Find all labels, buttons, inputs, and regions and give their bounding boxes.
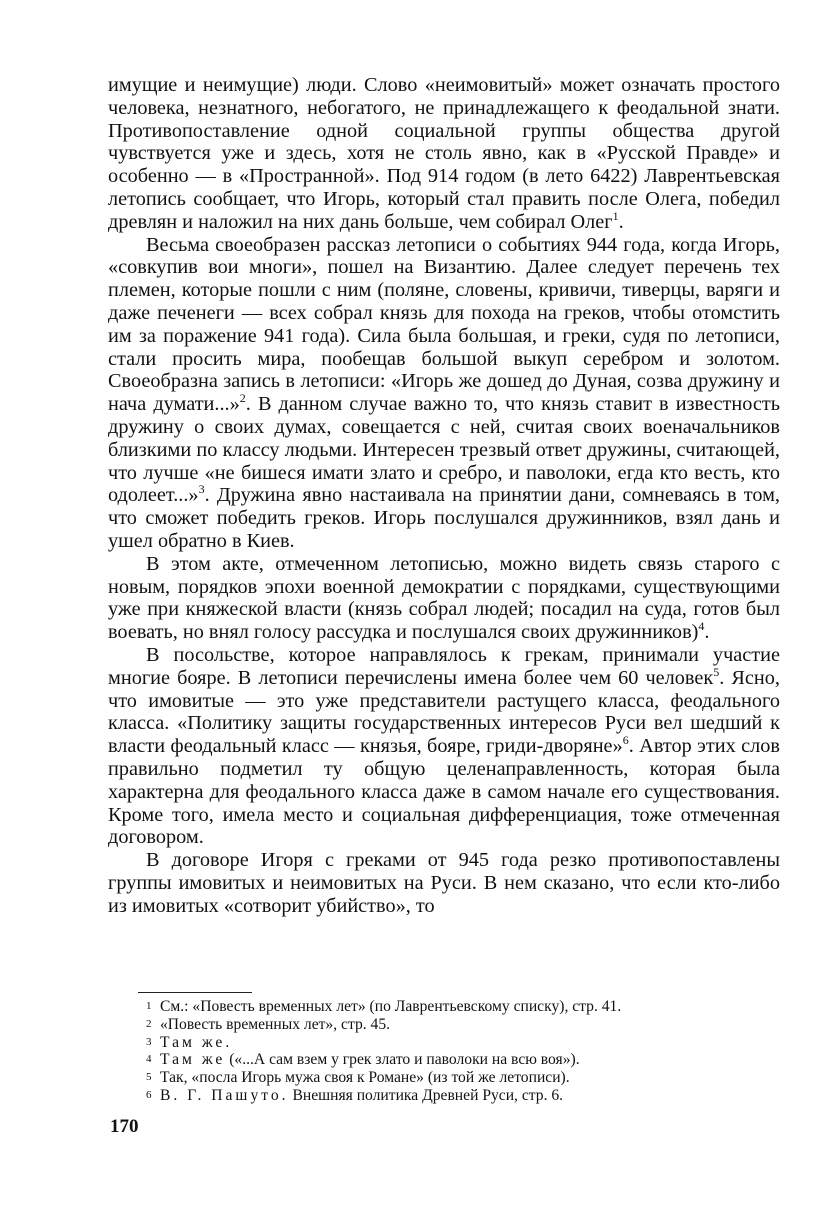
footnote — [146, 1069, 780, 1087]
footnote — [146, 1034, 780, 1052]
footnote-divider — [138, 992, 252, 993]
paragraph-text: В договоре Игоря с греками от 945 года резко противопоставлены группы имовитых и неимовитых на Руси. В нем сказано, что если кто-либо из имовитых «сотворит убийство», то — [108, 849, 780, 917]
footnote-ref: 1 — [612, 209, 619, 224]
footnote-text: Внешняя политика Древней Руси, стр. 6. — [288, 1086, 564, 1104]
paragraph-text: . В данном случае важно то, что князь ставит в известность дружину о своих думах, совещается с ней, считая своих военачальников близкими по классу людьми. Интересен трезвый ответ дружины, считающей, что лучше «не бишеся имати злато и сребро, и паволоки, егда кто весть, кто одолеет...» — [108, 393, 780, 507]
paragraph-text: В этом акте, отмеченном летописью, можно видеть связь старого с новым, порядков эпохи военной демократии с порядками, существующими уже при княжеской власти (князь собрал людей; посадил на суда, готов был воевать, но внял голосу рассудка и послушался своих дружинников) — [108, 552, 780, 644]
footnote-ref: 4 — [698, 619, 705, 634]
footnote-number: 2 — [146, 1017, 152, 1030]
footnote-text: Так, «посла Игорь мужа своя к Романе» (из той же летописи). — [160, 1069, 570, 1087]
paragraph-text: . Ясно, что имовитые — это уже представители растущего класса, феодального класса. «Политику защиты государственных интересов Руси вел шедший к власти феодальный класс — князья, бояре, гриди-дворяне» — [108, 666, 780, 758]
footnote-spaced-text: Там же. — [160, 1033, 233, 1051]
paragraph — [108, 644, 780, 849]
footnote-ref: 2 — [239, 391, 246, 406]
paragraph — [108, 553, 780, 644]
paragraph-text: . Автор этих слов правильно подметил ту общую целенаправленность, которая была характерна для феодального класса даже в самом начале его существования. Кроме того, имела место и социальная дифференциация, тоже отмеченная договором. — [108, 735, 780, 849]
footnote-number: 5 — [146, 1071, 152, 1084]
footnote-number: 6 — [146, 1088, 152, 1101]
paragraph-text: В посольстве, которое направлялось к грекам, принимали участие многие бояре. В летописи перечислены имена более чем 60 человек — [108, 643, 780, 689]
footnote-ref: 3 — [198, 482, 205, 497]
paragraph — [108, 74, 780, 234]
footnote — [146, 1087, 780, 1105]
footnote-number: 1 — [146, 1000, 152, 1012]
footnote-number: 3 — [146, 1035, 152, 1048]
footnotes — [146, 998, 780, 1105]
footnote-spaced-text: В. Г. Пашуто. — [160, 1086, 289, 1104]
paragraph-text: . — [704, 621, 710, 644]
page-number: 170 — [110, 1116, 139, 1137]
footnote-text: («...А сам взем у грек злато и паволоки на всю воя»). — [225, 1051, 580, 1069]
footnote — [146, 1016, 780, 1034]
paragraph — [108, 849, 780, 917]
paragraph-text: имущие и неимущие) люди. Слово «неимовитый» может означать простого человека, незнатного, небогатого, не принадлежащего к феодальной знати. Противопоставление одной социальной группы общества другой чувствуется уже и здесь, хотя не столь явно, как в «Русской Правде» и особенно — в «Пространной». Под 914 годом (в лето 6422) Лаврентьевская летопись сообщает, что Игорь, который стал править после Олега, победил древлян и наложил на них дань больше, чем собирал Олег — [108, 74, 780, 233]
paragraph-text: . Дружина явно настаивала на принятии дани, сомневаясь в том, что сможет победить греков. Игорь послушался дружинников, взял дань и ушел обратно в Киев. — [108, 484, 780, 552]
footnote — [146, 1051, 780, 1069]
footnote-ref: 5 — [713, 664, 720, 679]
paragraph-text: Весьма своеобразен рассказ летописи о событиях 944 года, когда Игорь, «совкупив вои многи», пошел на Византию. Далее следует перечень тех племен, которые пошли с ним (поляне, словены, кривичи, тиверцы, варяги и даже печенеги — всех собрал князь для похода на греков, чтобы отомстить им за поражение 941 года). Сила была большая, и греки, судя по летописи, стали просить мира, пообещав большой выкуп серебром и золотом. Своеобразна запись в летописи: «Игорь же дошед до Дуная, созва дружину и нача думати...» — [108, 233, 780, 416]
paragraph-text: . — [618, 210, 624, 233]
footnote-text: «Повесть временных лет», стр. 45. — [160, 1015, 391, 1033]
footnote-text: См.: «Повесть временных лет» (по Лаврентьевскому списку), стр. 41. — [160, 998, 622, 1015]
footnote-number: 4 — [146, 1053, 152, 1066]
main-text — [108, 74, 780, 917]
paragraph — [108, 234, 780, 553]
footnote-ref: 6 — [622, 733, 629, 748]
footnote — [146, 998, 780, 1016]
footnote-spaced-text: Там же — [160, 1051, 226, 1069]
